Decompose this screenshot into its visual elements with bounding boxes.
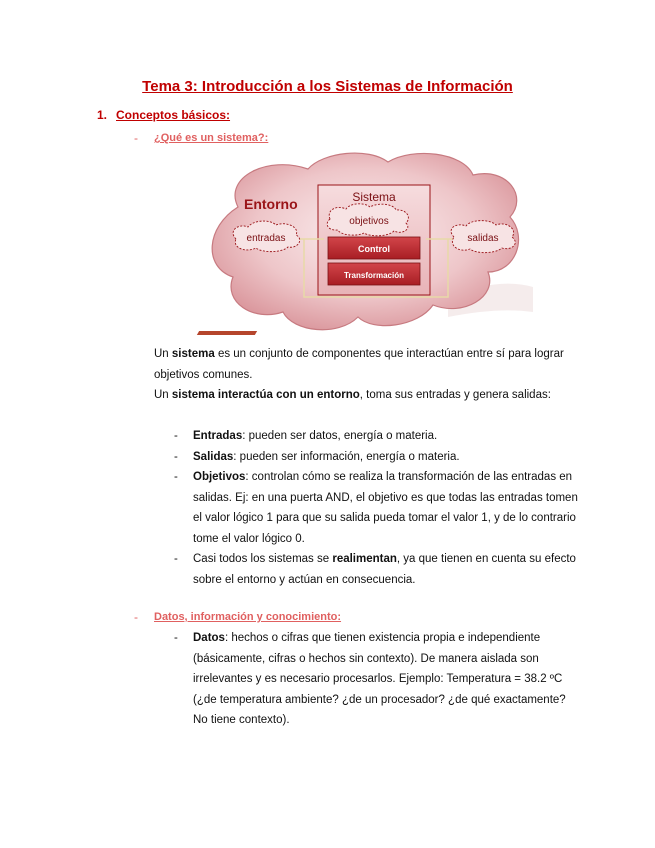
paragraph-entorno: Un sistema interactúa con un entorno, toma sus entradas y genera salidas: xyxy=(154,389,551,401)
bullet-dash: - xyxy=(174,553,178,565)
document-title: Tema 3: Introducción a los Sistemas de Información xyxy=(142,78,513,95)
bullet-dash: - xyxy=(174,632,178,644)
bullet-salidas: Salidas: pueden ser información, energía o materia. xyxy=(193,451,460,463)
subsection-title-datos: Datos, información y conocimiento: xyxy=(154,611,342,623)
subsection-title-sistema: ¿Qué es un sistema?: xyxy=(154,132,269,144)
subsection-dash: - xyxy=(134,131,138,145)
sistema-label: Sistema xyxy=(352,190,396,204)
transformacion-label: Transformación xyxy=(343,271,405,280)
bullet-objetivos: Objetivos: controlan cómo se realiza la transformación de las entradas en salidas. Ej: en una puerta AND, el objetivo es que todas las entradas tomen el valor lógico 1 para que su salida pueda tomar el valor 1, y de lo contrario tome el valor lógico 0. xyxy=(193,471,578,545)
control-label: Control xyxy=(358,244,390,254)
bullet-dash: - xyxy=(174,471,178,483)
bullet-entradas: Entradas: pueden ser datos, energía o materia. xyxy=(193,430,438,442)
section-number: 1. xyxy=(97,108,108,122)
entradas-label: entradas xyxy=(246,233,286,244)
bullet-datos: Datos: hechos o cifras que tienen existencia propia e independiente (básicamente, cifras o hechos sin contexto). De manera aislada son irrelevantes y es necesario procesarlos. Ejemplo: Temperatura = 38.2 ºC (¿de temperatura ambiente? ¿de un procesador? ¿de qué exactamente? No tiene contexto). xyxy=(193,632,566,726)
salidas-label: salidas xyxy=(467,233,499,244)
objetivos-label: objetivos xyxy=(349,216,389,227)
diagram-accent xyxy=(197,331,257,335)
entorno-label: Entorno xyxy=(244,196,298,212)
bullet-dash: - xyxy=(174,430,178,442)
system-diagram xyxy=(198,147,533,337)
bullet-realimentacion: Casi todos los sistemas se realimentan, ya que tienen en cuenta su efecto sobre el entorno y actúan en consecuencia. xyxy=(193,553,576,586)
paragraph-definicion: Un sistema es un conjunto de componentes que interactúan entre sí para lograr objetivos comunes. xyxy=(154,348,564,381)
bullet-dash: - xyxy=(174,451,178,463)
subsection-dash: - xyxy=(134,610,138,624)
section-title: Conceptos básicos: xyxy=(116,108,231,122)
